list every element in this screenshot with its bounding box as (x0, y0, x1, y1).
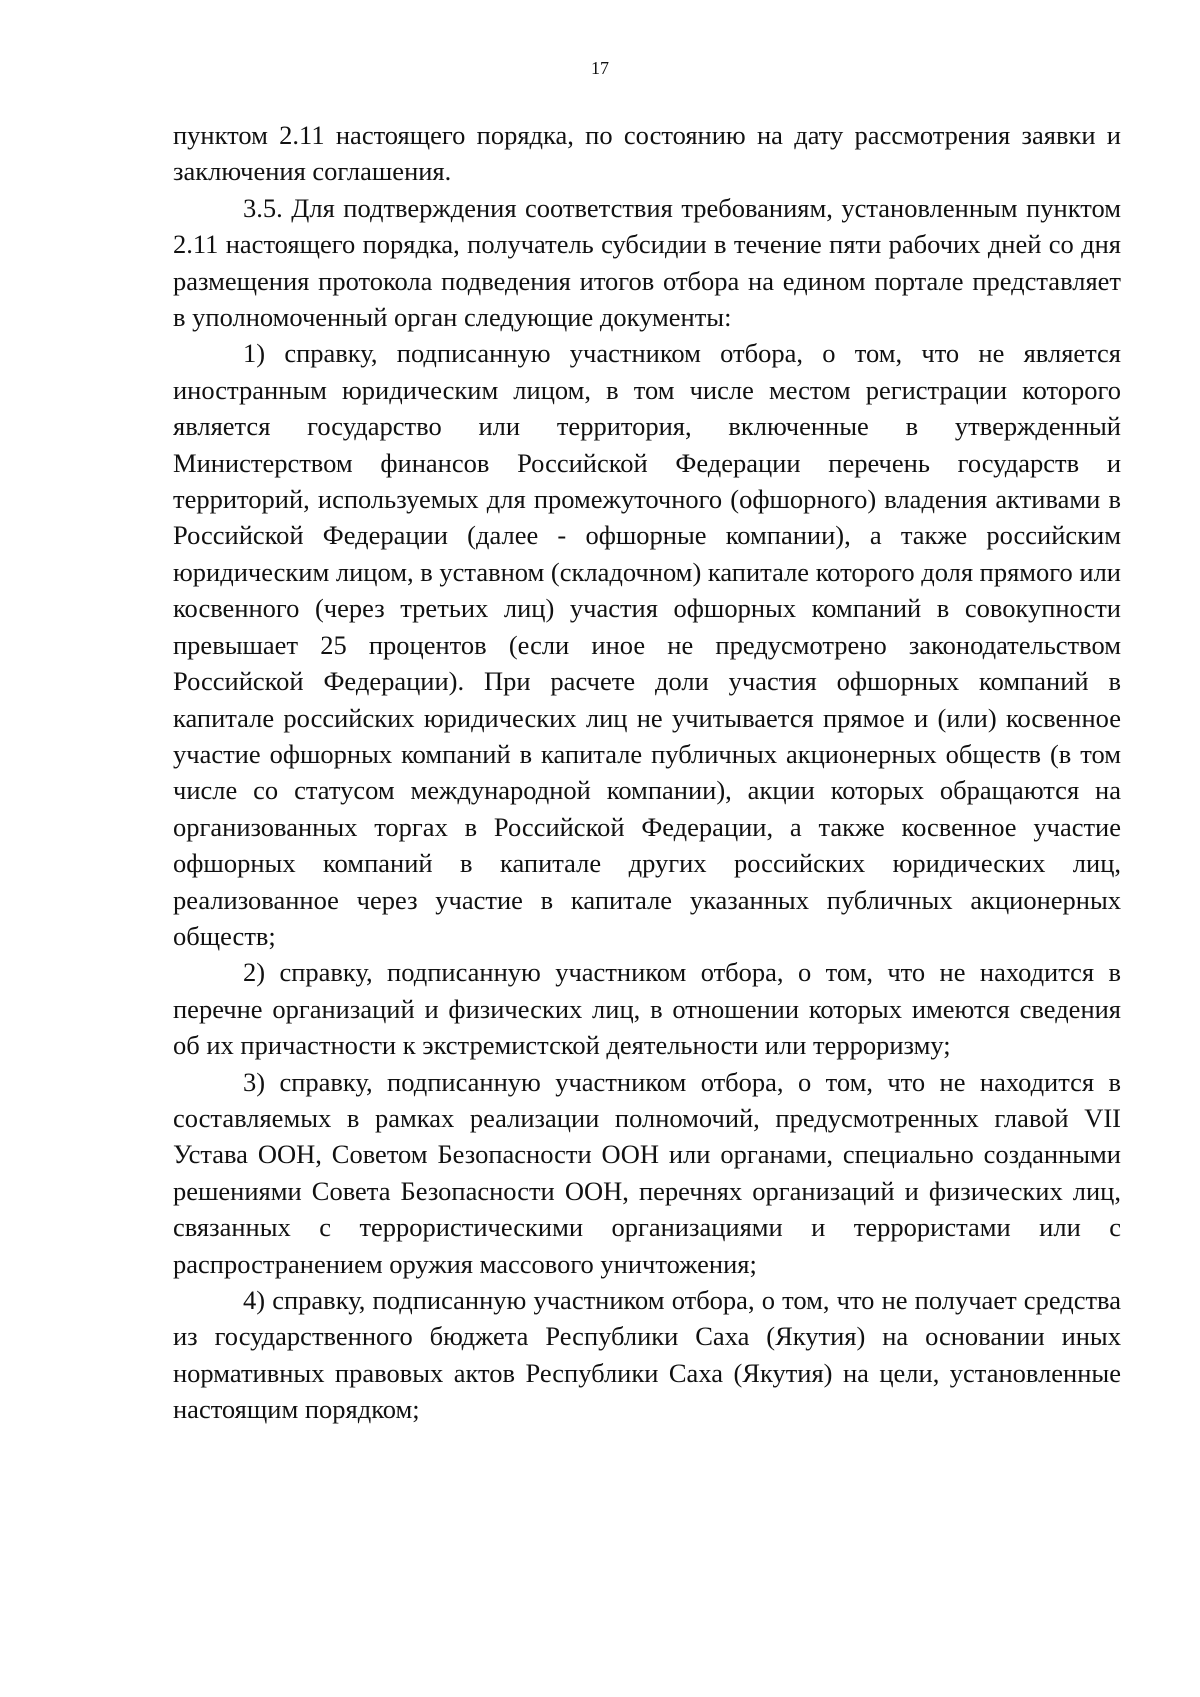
list-item-1: 1) справку, подписанную участником отбора, о том, что не является иностранным юридическим лицом, в том числе местом регистрации которого является государство или территория, включенные в утвержденный Министерством финансов Российской Федерации перечень государств и территорий, используемых для промежуточного (офшорного) владения активами в Российской Федерации (далее - офшорные компании), а также российским юридическим лицом, в уставном (складочном) капитале которого доля прямого или косвенного (через третьих лиц) участия офшорных компаний в совокупности превышает 25 процентов (если иное не предусмотрено законодательством Российской Федерации). При расчете доли участия офшорных компаний в капитале российских юридических лиц не учитывается прямое и (или) косвенное участие офшорных компаний в капитале публичных акционерных обществ (в том числе со статусом международной компании), акции которых обращаются на организованных торгах в Российской Федерации, а также косвенное участие офшорных компаний в капитале других российских юридических лиц, реализованное через участие в капитале указанных публичных акционерных обществ; (173, 338, 1121, 951)
paragraph-continuation: пунктом 2.11 настоящего порядка, по состоянию на дату рассмотрения заявки и заключения соглашения. (173, 120, 1121, 187)
list-item-3: 3) справку, подписанную участником отбора, о том, что не находится в составляемых в рамках реализации полномочий, предусмотренных главой VII Устава ООН, Советом Безопасности ООН или органами, специально созданными решениями Совета Безопасности ООН, перечнях организаций и физических лиц, связанных с террористическими организациями и террористами или с распространением оружия массового уничтожения; (173, 1066, 1121, 1279)
paragraph-clause-3-5: 3.5. Для подтверждения соответствия требованиям, установленным пунктом 2.11 настоящего порядка, получатель субсидии в течение пяти рабочих дней со дня размещения протокола подведения итогов отбора на едином портале представляет в уполномоченный орган следующие документы: (173, 192, 1121, 333)
page-number: 17 (591, 58, 609, 78)
document-body (173, 117, 1121, 1428)
list-item-2: 2) справку, подписанную участником отбора, о том, что не находится в перечне организаций и физических лиц, в отношении которых имеются сведения об их причастности к экстремистской деятельности или терроризму; (173, 957, 1121, 1061)
list-item-4: 4) справку, подписанную участником отбора, о том, что не получает средства из государственного бюджета Республики Саха (Якутия) на основании иных нормативных правовых актов Республики Саха (Якутия) на цели, установленные настоящим порядком; (173, 1285, 1121, 1425)
